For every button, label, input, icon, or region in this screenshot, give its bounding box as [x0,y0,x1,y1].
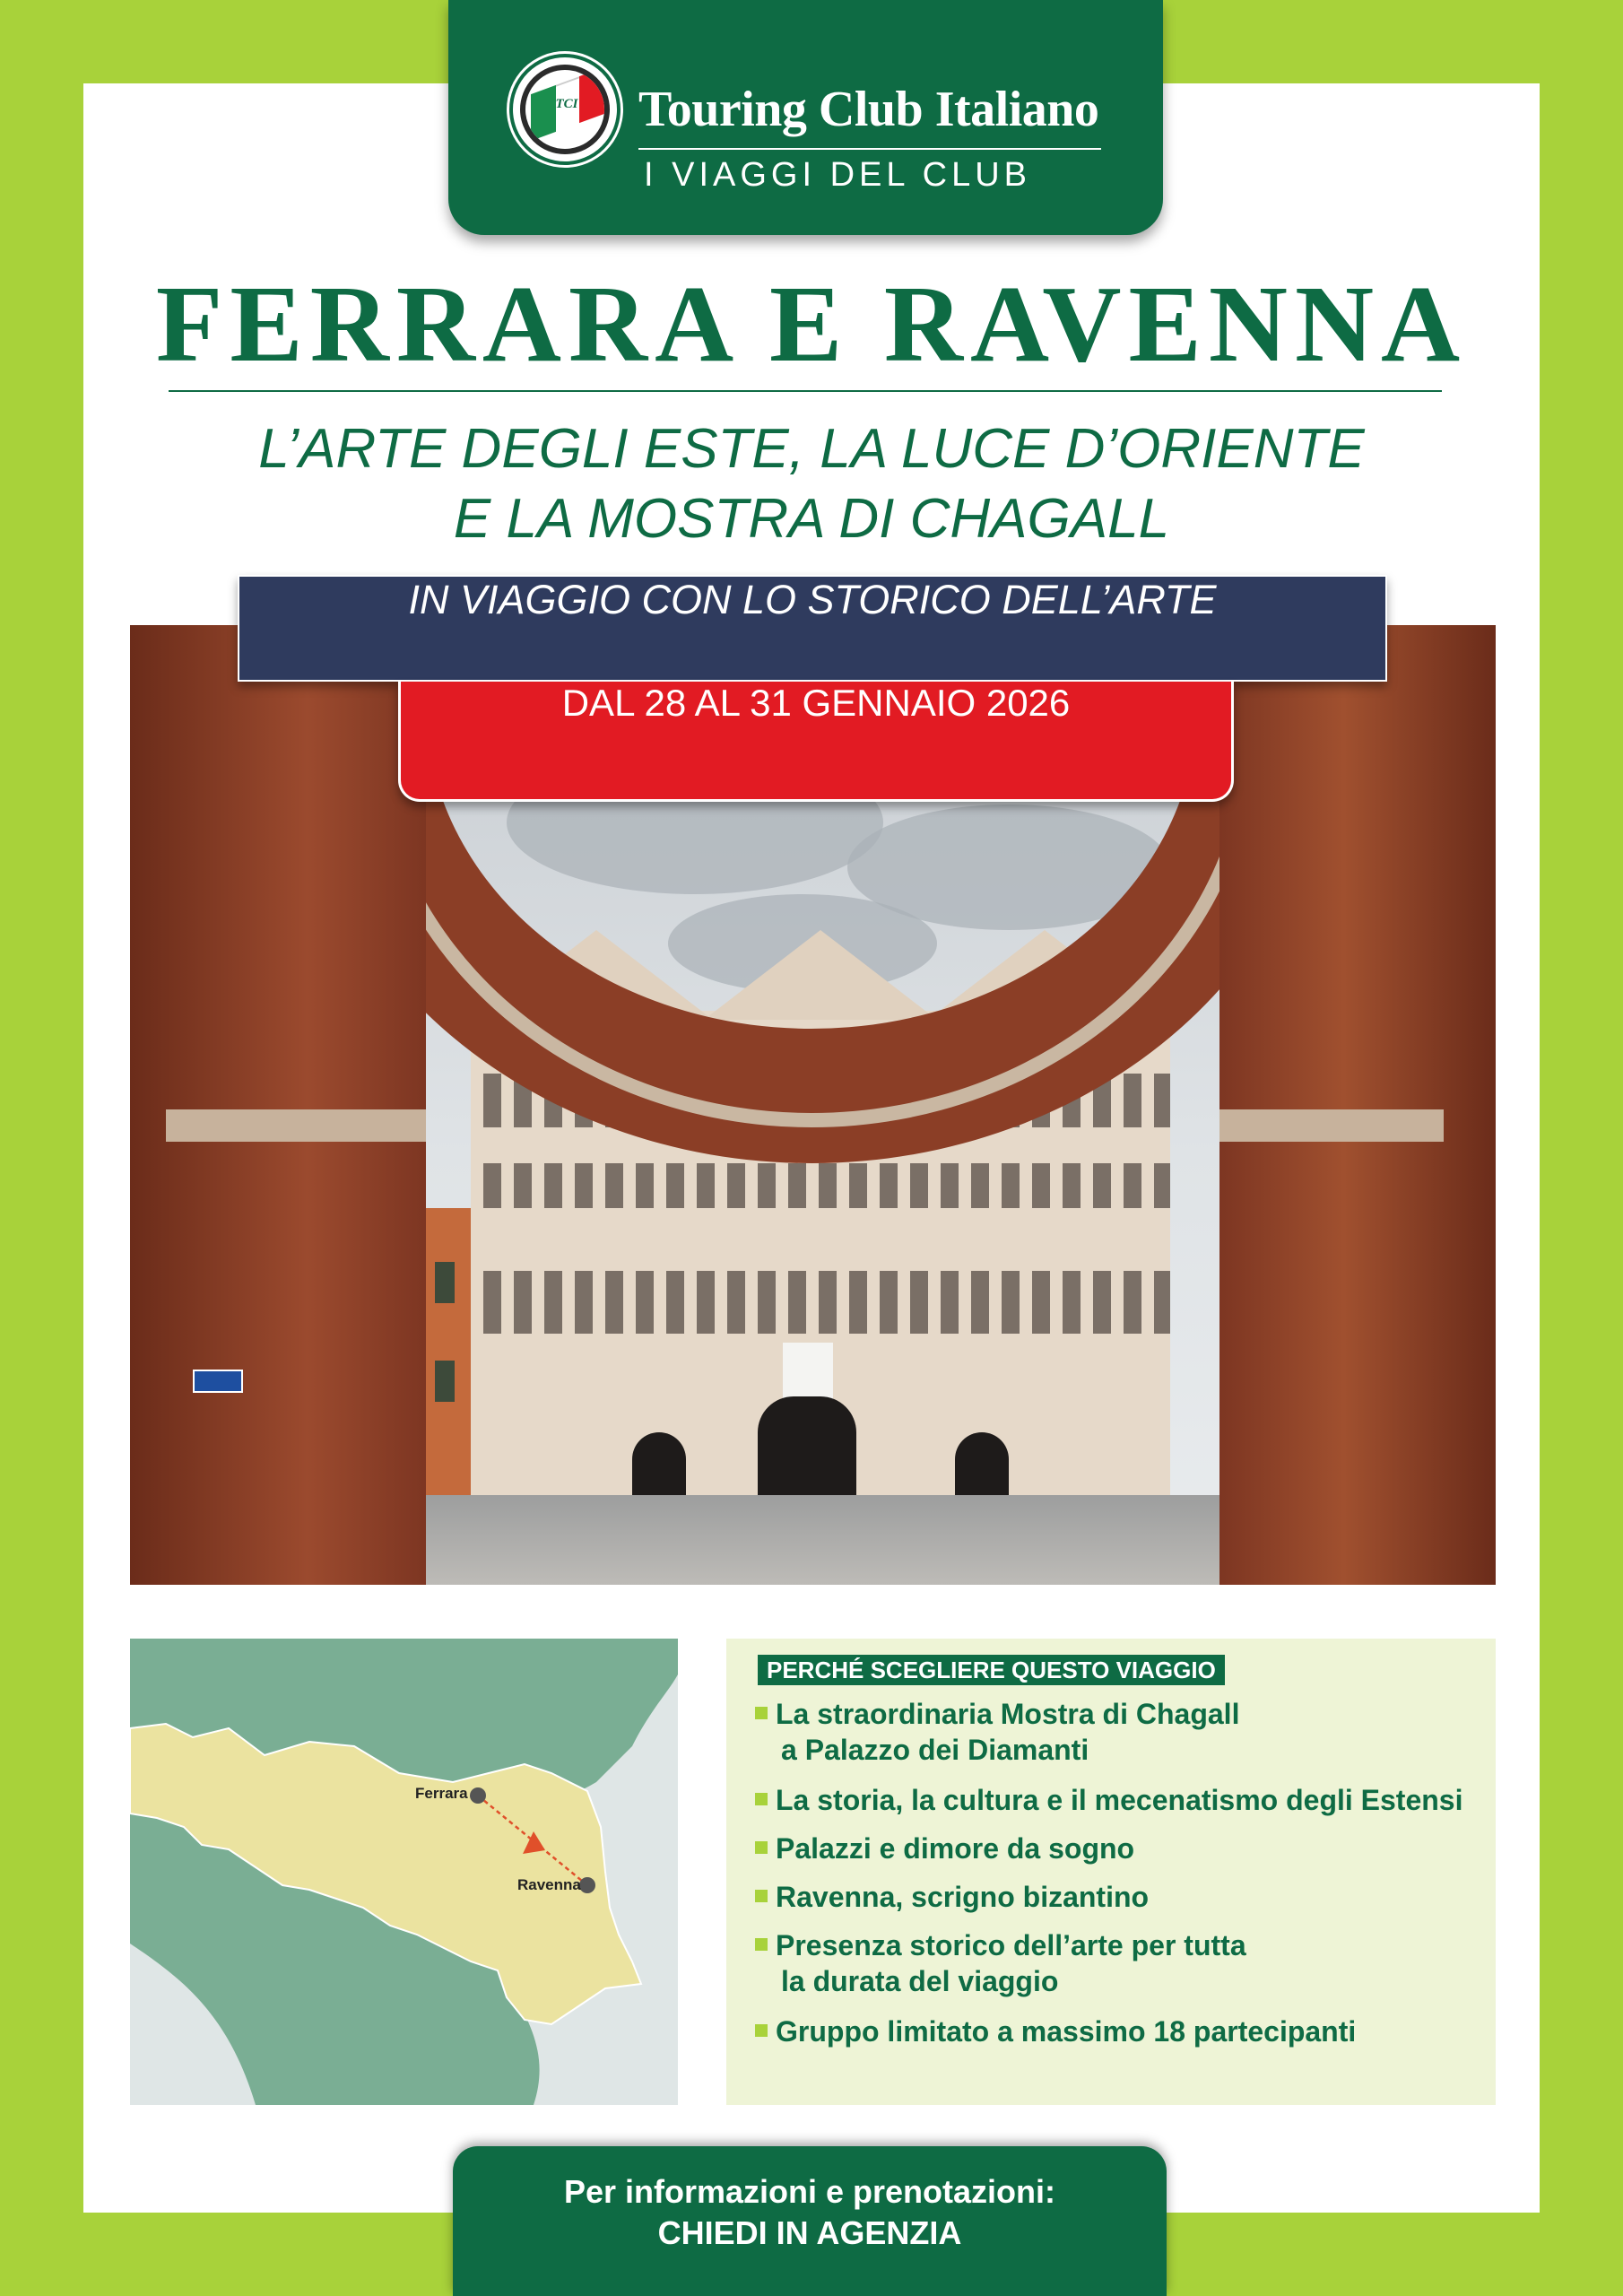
reason-item: Presenza storico dell’arte per tutta la durata del viaggio [776,1927,1484,1999]
bullet-icon [755,2024,768,2037]
reasons-box [726,1639,1496,2105]
reasons-heading: PERCHÉ SCEGLIERE QUESTO VIAGGIO [758,1655,1225,1685]
reason-item: Gruppo limitato a massimo 18 partecipanti [776,2013,1484,2049]
bullet-icon [755,1938,768,1951]
route-map [130,1639,678,2105]
subtitle-line-1: L’ARTE DEGLI ESTE, LA LUCE D’ORIENTE [258,418,1365,480]
brand-subline: I VIAGGI DEL CLUB [644,156,1032,194]
dates-banner-text: DAL 28 AL 31 GENNAIO 2026 [561,682,1071,724]
reason-item: La storia, la cultura e il mecenatismo degli Estensi [776,1782,1484,1818]
dates-banner [398,682,1234,802]
page-title: FERRARA E RAVENNA [155,264,1468,385]
reason-item: La straordinaria Mostra di Chagall a Palazzo dei Diamanti [776,1696,1484,1768]
brand-divider [638,148,1101,150]
brand-name: Touring Club Italiano [638,82,1099,137]
contact-footer [453,2146,1167,2296]
title-divider [169,390,1442,392]
bullet-icon [755,1707,768,1719]
subtitle-line-2: E LA MOSTRA DI CHAGALL [453,488,1170,550]
tci-logo-icon: TCI [509,54,621,165]
bullet-icon [755,1841,768,1854]
accessibility-sign-icon [193,1370,243,1393]
bullet-icon [755,1793,768,1805]
footer-info-text: Per informazioni e prenotazioni: [563,2173,1056,2210]
reason-item: Ravenna, scrigno bizantino [776,1879,1484,1915]
map-label-ferrara: Ferrara [415,1785,468,1802]
reason-item: Palazzi e dimore da sogno [776,1831,1484,1866]
guide-banner-text: IN VIAGGIO CON LO STORICO DELL’ARTE [408,577,1217,622]
page-subtitle [83,414,1540,554]
guide-banner [238,575,1387,682]
map-label-ravenna: Ravenna [517,1876,581,1893]
emilia-romagna-map-icon [130,1639,678,2105]
bullet-icon [755,1890,768,1902]
footer-cta-text: CHIEDI IN AGENZIA [657,2214,962,2251]
